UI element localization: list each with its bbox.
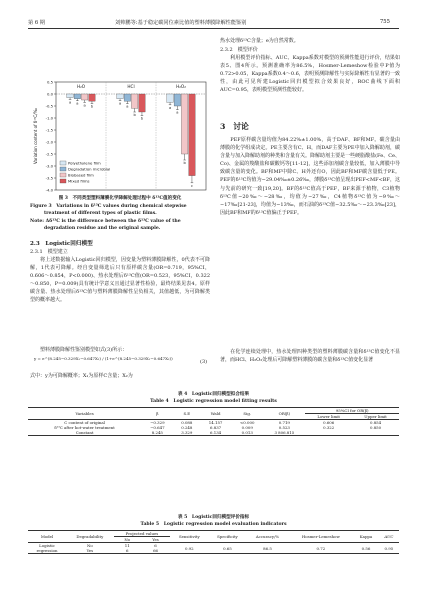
figure-caption-cn: 图 3 不同类型塑料薄膜化学降解处理过程中 δ¹³C值的变化 [58, 196, 182, 201]
cell: 6 [154, 543, 157, 548]
cell: 0.606 [323, 420, 335, 425]
y-tick-label: 0.5 [46, 79, 53, 85]
significance-label: a [83, 103, 86, 108]
y-tick-label: -1.0 [45, 115, 53, 121]
paragraph-model-eval: 利用模型评价指标、AUC、Kappa系数对模型的预测性能进行评价，结果如表5、图4所示。预测准确率为86.5%，Hosmer-Lemeshow检验中P值为0.72>0.05，Kappa系数0.4～0.6，表明预测降解性与实际降解性有显著的一致性，由此可见所建Logistic回归模型拟合效果良好，ROC曲线下面积AUC=0.95，表明模型预测性能较好。 [220, 55, 400, 94]
paragraph-model-build: 将上述数据输入Logistic回归模型，因变量为塑料薄膜降解性，0代表不可降解，1代表可降解。经自变量筛选后只有原样碳含量(OR=0.719，95%CI，0.606～0.854，P<0.000)、热水处理后δ¹³C值(OR=0.523，95%CI，0.322～0.850，P=0.009)具有统计学意义且通过显著性检验，最终结果见表4。原样碳含量、热水处理后δ¹³C值与塑料薄膜降解性呈负相关，其值越低，为可降解类型的概率越大。 [30, 257, 210, 304]
bar [117, 94, 124, 99]
significance-label: a [126, 104, 129, 109]
legend-label: Degradation microbial [68, 166, 111, 172]
col-header: 95%CI for OR(β) [305, 408, 399, 414]
bar [189, 94, 196, 176]
y-tick-label: -3.0 [45, 163, 53, 169]
table-5 [28, 530, 399, 554]
cell: 3.329 [181, 430, 193, 435]
bar [139, 94, 146, 112]
col-header: Yes [152, 537, 159, 542]
issue-number: 第 6 期 [28, 20, 45, 26]
col-header: Model [40, 534, 54, 539]
col-header: Projected values [114, 531, 171, 537]
formula-3: y = e^(8.245−0.329X₁−0.647X₂) / (1+e^(8.245−0.329X₁−0.647X₂)) [34, 356, 173, 361]
cell: δ¹³C after hot-water treatment [54, 425, 115, 430]
cell: 14.157 [208, 420, 223, 425]
category-label: HCl [127, 84, 135, 89]
col-header: Kappa [359, 534, 373, 539]
y-tick-label: -3.5 [45, 175, 53, 181]
significance-label: b [90, 104, 94, 109]
bar [181, 94, 188, 154]
col-header: Specificity [217, 534, 238, 539]
bar [131, 94, 138, 108]
col-header: Upper limit [364, 414, 387, 419]
table-5-title-en: Table 5 Logistic regression model evaluation indicators [140, 522, 287, 527]
legend-label: Biobased film [68, 172, 94, 178]
cell: 0.56 [361, 545, 371, 551]
y-tick-label: -4.0 [45, 187, 53, 193]
page-number: 755 [380, 19, 390, 25]
significance-label: b [133, 113, 136, 117]
col-header: β [156, 411, 159, 416]
cell: 6.134 [210, 430, 222, 435]
col-header: OR(β) [278, 411, 291, 416]
cell: 0.72 [316, 545, 326, 551]
table-5-title-cn: 表 5 Logistic回归模型评价指标 [177, 515, 250, 520]
cell: 6 [126, 548, 129, 553]
cell [352, 430, 399, 436]
formula-number: (3) [200, 359, 208, 365]
section-3-heading: 3 讨论 [220, 122, 249, 131]
bar [174, 94, 181, 106]
cell: 0.65 [223, 545, 232, 551]
cell: −0.647 [150, 425, 165, 430]
bar [89, 94, 96, 101]
col-header: AUC [384, 534, 394, 539]
cell: 0.719 [278, 420, 290, 425]
paragraph-discussion-2: 在化学连续处理中，热水处理四种类型的塑料薄膜碳含量和δ¹³C值变化不显著，而HCl、H₂O₂处理后可降解塑料薄膜的碳含量和δ¹³C值变化显著 [220, 349, 400, 364]
y-tick-label: -0.5 [45, 103, 53, 109]
cell: 0.322 [323, 425, 335, 430]
cell: 0.523 [278, 425, 290, 430]
cell: 0.088 [181, 420, 193, 425]
significance-label: b [183, 161, 186, 165]
figure-note-2: degradation residue and the original sample. [44, 226, 161, 231]
cell: 66 [153, 548, 159, 553]
category-label: H₂O [76, 84, 86, 89]
category-label: H₂O₂ [176, 84, 186, 89]
cell: 11 [124, 543, 130, 548]
table-4-title-en: Table 4 Logistic regression model fitting results [150, 399, 277, 404]
significance-label: b [140, 116, 144, 121]
cell: 3 806.815 [274, 430, 295, 435]
paragraph-formula-def: 式中：y为可降解概率；X₁为原样C含量；X₂为 [30, 373, 133, 379]
bar [167, 94, 174, 102]
col-header: Wald [210, 411, 221, 416]
paragraph-discussion-1: PEF原样碳含量均值为84.22%±1.00%，高于DAF、BF和MF。碳含量由薄膜的化学组成决定。PE主要含有C、H，而DAF主要为PE中加入降解助剂，碳含量与加入降解助剂的种类和含量有关。降解助剂主要是一些硬脂酸盐(Fe、Ce、Co)、金属的羧酸盐和碳酸钙等[11-12]，这些添加剂碳含量较低，加入薄膜中导致碳含量的变化。BF和MF中除C、H外还有O，因此BF和MF碳含量低于PE。PEF的δ¹³C均值为−29.04‰±0.26‰，薄膜δ¹³C值呈现出PEF<MF<BF，这与先前的研究一致[19,20]。BF的δ¹³C值高于PEF，BF来源于植物，C3植物δ¹³C值−20‰～−28‰，均值为−27‰，C4植物δ¹³C值为−9‰～−17‰[21-23]，均值为−13‰，而石油的δ¹³C值−32.5‰～−23.3‰[23]，因此BF和MF的δ¹³C值偏正于PEF。 [220, 137, 400, 216]
figure-note-1: Note: Δδ¹³C is the difference between the δ¹³C value of the [30, 219, 181, 224]
significance-label: a [168, 105, 172, 110]
header-rule [28, 28, 399, 29]
y-tick-label: -1.5 [45, 127, 53, 133]
section-2-3-2-heading: 2.3.2 模型评价 [220, 47, 258, 53]
table-row [28, 430, 399, 436]
legend-swatch [60, 161, 66, 165]
cell: 0.013 [241, 430, 253, 435]
col-header: Sensitivity [178, 534, 200, 539]
significance-label: a [118, 101, 122, 106]
col-header: Lower limit [317, 414, 341, 419]
cell: 0.92 [184, 545, 194, 551]
cell: 0.95 [384, 545, 394, 551]
col-header: No [124, 537, 131, 542]
figure-caption-en-1: Figure 3 Variations in δ¹³C values during chemical stepwise [30, 204, 187, 209]
cell: 0.009 [241, 425, 253, 430]
legend-swatch [60, 167, 66, 171]
legend-swatch [60, 173, 66, 177]
bar [81, 94, 88, 100]
legend-label: Mixed films [68, 178, 90, 184]
bar [74, 94, 81, 99]
table-4-title-cn: 表 4 Logistic回归模型拟合结果 [177, 392, 250, 397]
col-header: Hosmer-Lemeshow [301, 534, 340, 539]
cell: <0.000 [240, 420, 255, 425]
section-2-3-1-heading: 2.3.1 模型建立 [30, 249, 68, 255]
col-header: Accuracy/% [255, 534, 280, 539]
bar [124, 94, 131, 101]
significance-label: a [176, 110, 179, 115]
paragraph-model-intro: 塑料薄膜降解性鉴别模型如式(3)所示： [30, 347, 128, 353]
col-header: Degradability [76, 534, 104, 539]
cell: Constant [75, 430, 94, 435]
cell: 0.850 [369, 425, 382, 430]
col-header: S.E [183, 411, 191, 416]
cell: C content of original [64, 420, 105, 425]
legend-swatch [60, 179, 66, 183]
cell: 86.5 [263, 545, 272, 551]
significance-label: a [68, 100, 72, 105]
cell: 0.854 [369, 420, 382, 425]
y-tick-label: -2.5 [45, 151, 53, 157]
cell: 6.837 [210, 425, 222, 430]
significance-label: a [76, 101, 79, 106]
cell: No [86, 543, 93, 548]
col-header: Sig. [243, 411, 252, 416]
significance-label: c [190, 183, 193, 188]
y-tick-label: -2.0 [45, 139, 53, 145]
section-2-3-heading: 2.3 Logistic回归模型 [30, 241, 93, 247]
cell: Logistic regression [36, 543, 58, 553]
cell: 0.248 [181, 425, 193, 430]
figure-3-chart [30, 78, 210, 195]
table-4 [28, 407, 399, 436]
figure-caption-en-2: treatment of different types of plastic films. [44, 211, 157, 216]
col-header: Variables [75, 411, 94, 416]
cell: 8.245 [151, 430, 163, 435]
y-axis-label: Variation content of δ¹³C/‰ [33, 108, 38, 164]
cell [305, 430, 352, 436]
running-title: 刘帅鹏等:基于稳定碳同位素比值的塑料薄膜降解性能鉴别 [115, 20, 247, 26]
bar [67, 94, 74, 98]
cell: −0.329 [150, 420, 165, 425]
y-tick-label: 0.0 [46, 91, 53, 97]
cell: Yes [86, 548, 94, 553]
paragraph-formula-def-cont: 热水处理δ¹³C含量；e为自然常数。 [220, 38, 299, 44]
legend-label: Polyethylene film [68, 160, 101, 166]
